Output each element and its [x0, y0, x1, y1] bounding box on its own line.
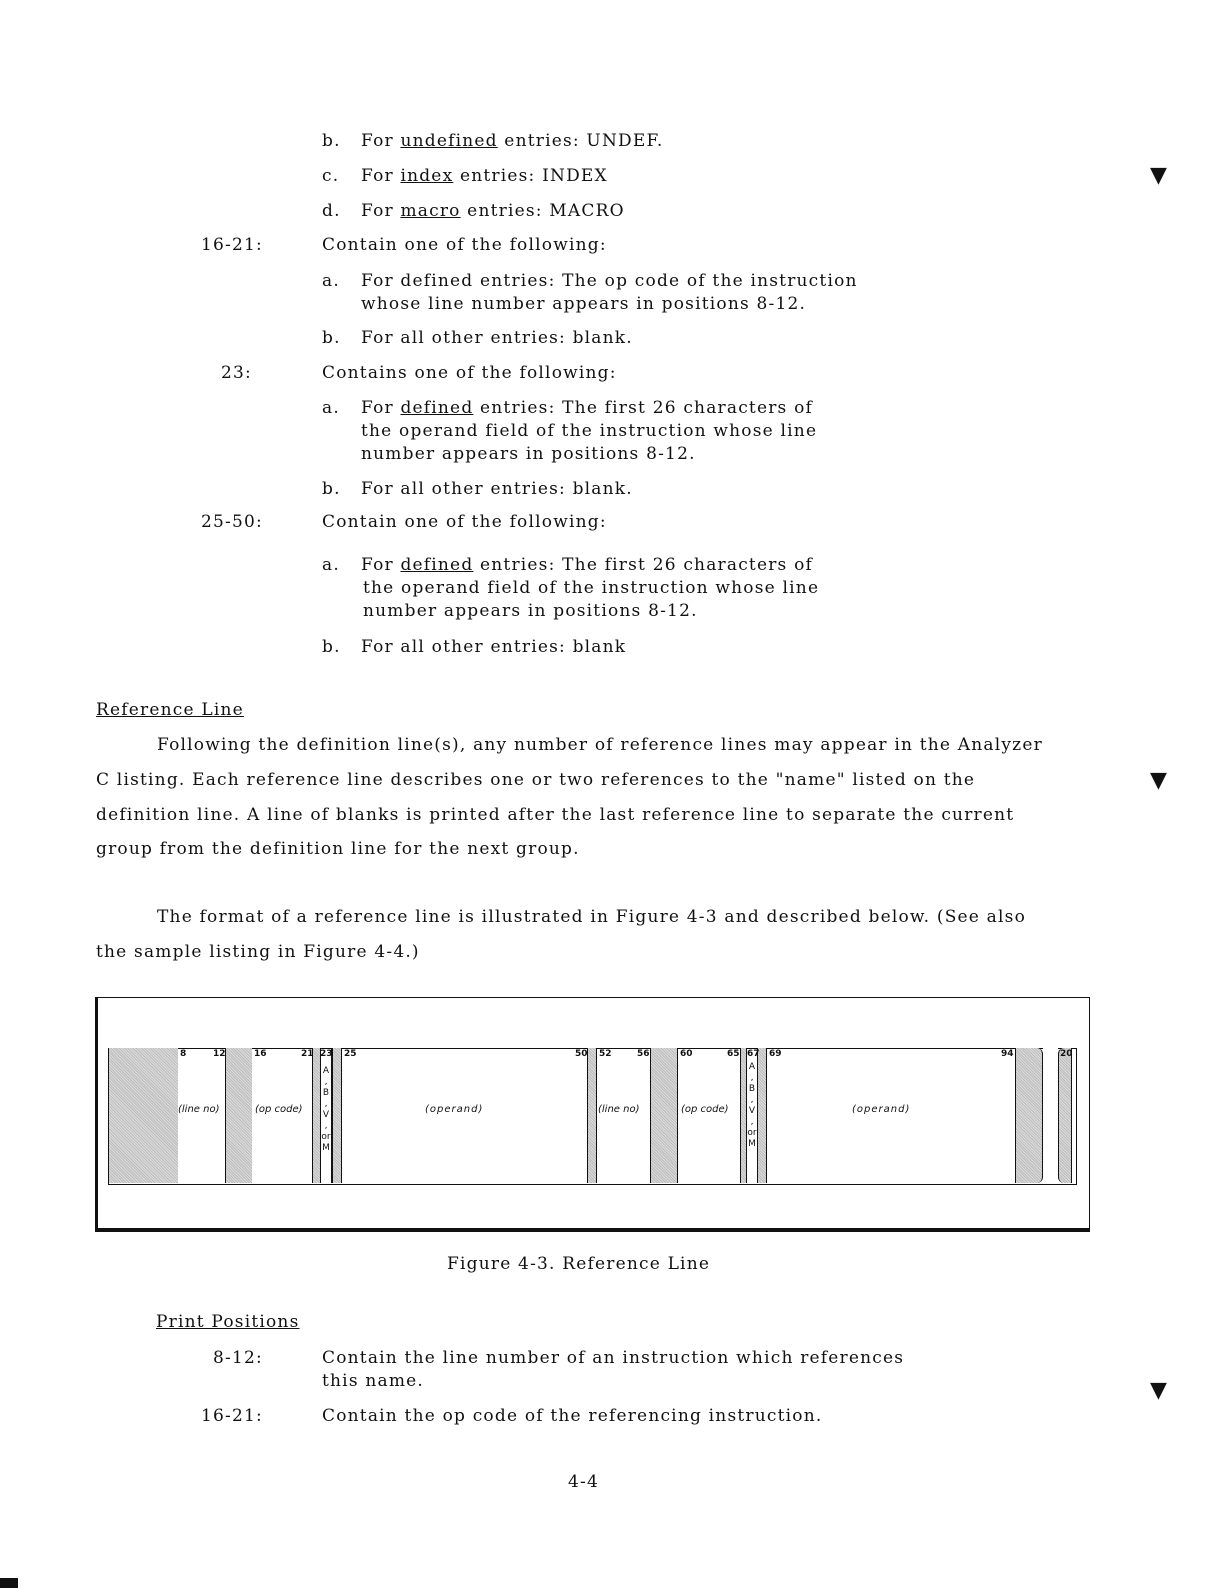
item-text: For index entries: INDEX [361, 166, 608, 186]
section-heading: Print Positions [156, 1312, 300, 1332]
type-code-label: A , B , V , or M [747, 1062, 757, 1149]
item-label: c. [322, 166, 340, 186]
shaded-column [650, 1048, 678, 1183]
position-number: 16 [254, 1049, 267, 1059]
field-label: (line no) [598, 1104, 640, 1115]
item-label: d. [322, 201, 341, 221]
item-label: b. [322, 479, 341, 499]
item-label: a. [322, 398, 340, 418]
position-text: Contain one of the following: [322, 235, 607, 255]
shaded-column [225, 1048, 252, 1183]
position-text: Contain the line number of an instruction which references [322, 1348, 905, 1368]
item-text: For all other entries: blank. [361, 479, 633, 499]
scan-edge-mark [0, 1578, 18, 1588]
section-heading: Reference Line [96, 700, 244, 720]
item-label: b. [322, 637, 341, 657]
position-number: 52 [599, 1049, 612, 1059]
paragraph-line: definition line. A line of blanks is printed after the last reference line to separate the current [96, 805, 1015, 825]
shaded-column [1058, 1048, 1072, 1183]
position-number: 67 [747, 1049, 760, 1059]
field-label: (operand) [852, 1104, 911, 1115]
item-text: For defined entries: The op code of the instruction [361, 271, 858, 291]
position-number: 50 [575, 1049, 588, 1059]
position-text: Contains one of the following: [322, 363, 617, 383]
position-number: 12 [213, 1049, 226, 1059]
shaded-column [757, 1048, 767, 1183]
paragraph-line: the sample listing in Figure 4-4.) [96, 942, 420, 962]
item-text: number appears in positions 8-12. [363, 601, 698, 621]
position-number: 94 [1001, 1049, 1014, 1059]
binder-hole-mark-icon: ▼ [1150, 1378, 1167, 1403]
item-text: For defined entries: The first 26 characters of [361, 555, 813, 575]
item-label: b. [322, 328, 341, 348]
paragraph-line: Following the definition line(s), any number of reference lines may appear in the Analyzer [157, 735, 1043, 755]
position-number: 23 [320, 1049, 333, 1059]
binder-hole-mark-icon: ▼ [1150, 163, 1167, 188]
type-code-label: A , B , V , or M [321, 1066, 331, 1153]
paragraph-line: The format of a reference line is illustrated in Figure 4-3 and described below. (See also [157, 907, 1026, 927]
shaded-column [108, 1048, 178, 1183]
item-text: For all other entries: blank. [361, 328, 633, 348]
position-text: this name. [322, 1371, 425, 1391]
paragraph-line: C listing. Each reference line describes one or two references to the "name" listed on the [96, 770, 976, 790]
position-number: 25 [344, 1049, 357, 1059]
item-text: number appears in positions 8-12. [361, 444, 696, 464]
position-label: 8-12: [213, 1348, 263, 1368]
position-number: 69 [769, 1049, 782, 1059]
field-label: (op code) [255, 1104, 303, 1115]
position-label: 16-21: [201, 235, 263, 255]
item-text: the operand field of the instruction whose line [361, 421, 818, 441]
item-text: For all other entries: blank [361, 637, 627, 657]
item-text: the operand field of the instruction whose line [363, 578, 820, 598]
item-text: For macro entries: MACRO [361, 201, 625, 221]
position-number: 56 [637, 1049, 650, 1059]
shaded-column [312, 1048, 320, 1183]
position-label: 23: [221, 363, 252, 383]
position-label: 16-21: [201, 1406, 263, 1426]
field-label: (op code) [681, 1104, 729, 1115]
item-text: For undefined entries: UNDEF. [361, 131, 664, 151]
position-number: 65 [727, 1049, 740, 1059]
item-label: b. [322, 131, 341, 151]
field-label: (line no) [178, 1104, 220, 1115]
binder-hole-mark-icon: ▼ [1150, 768, 1167, 793]
item-text: For defined entries: The first 26 characters of [361, 398, 813, 418]
item-text: whose line number appears in positions 8-12. [361, 294, 807, 314]
item-label: a. [322, 271, 340, 291]
field-label: (operand) [425, 1104, 484, 1115]
position-number: 60 [680, 1049, 693, 1059]
position-number: 21 [301, 1049, 314, 1059]
page-number: 4-4 [568, 1472, 599, 1492]
position-text: Contain the op code of the referencing instruction. [322, 1406, 823, 1426]
position-label: 25-50: [201, 512, 263, 532]
figure-caption: Figure 4-3. Reference Line [447, 1254, 711, 1274]
item-label: a. [322, 555, 340, 575]
shaded-column [1015, 1048, 1043, 1183]
position-number: 20 [1060, 1049, 1073, 1059]
break-gap [1043, 1048, 1058, 1183]
shaded-column [332, 1048, 342, 1183]
shaded-column [587, 1048, 597, 1183]
paragraph-line: group from the definition line for the next group. [96, 839, 580, 859]
position-number: 8 [180, 1049, 187, 1059]
position-text: Contain one of the following: [322, 512, 607, 532]
